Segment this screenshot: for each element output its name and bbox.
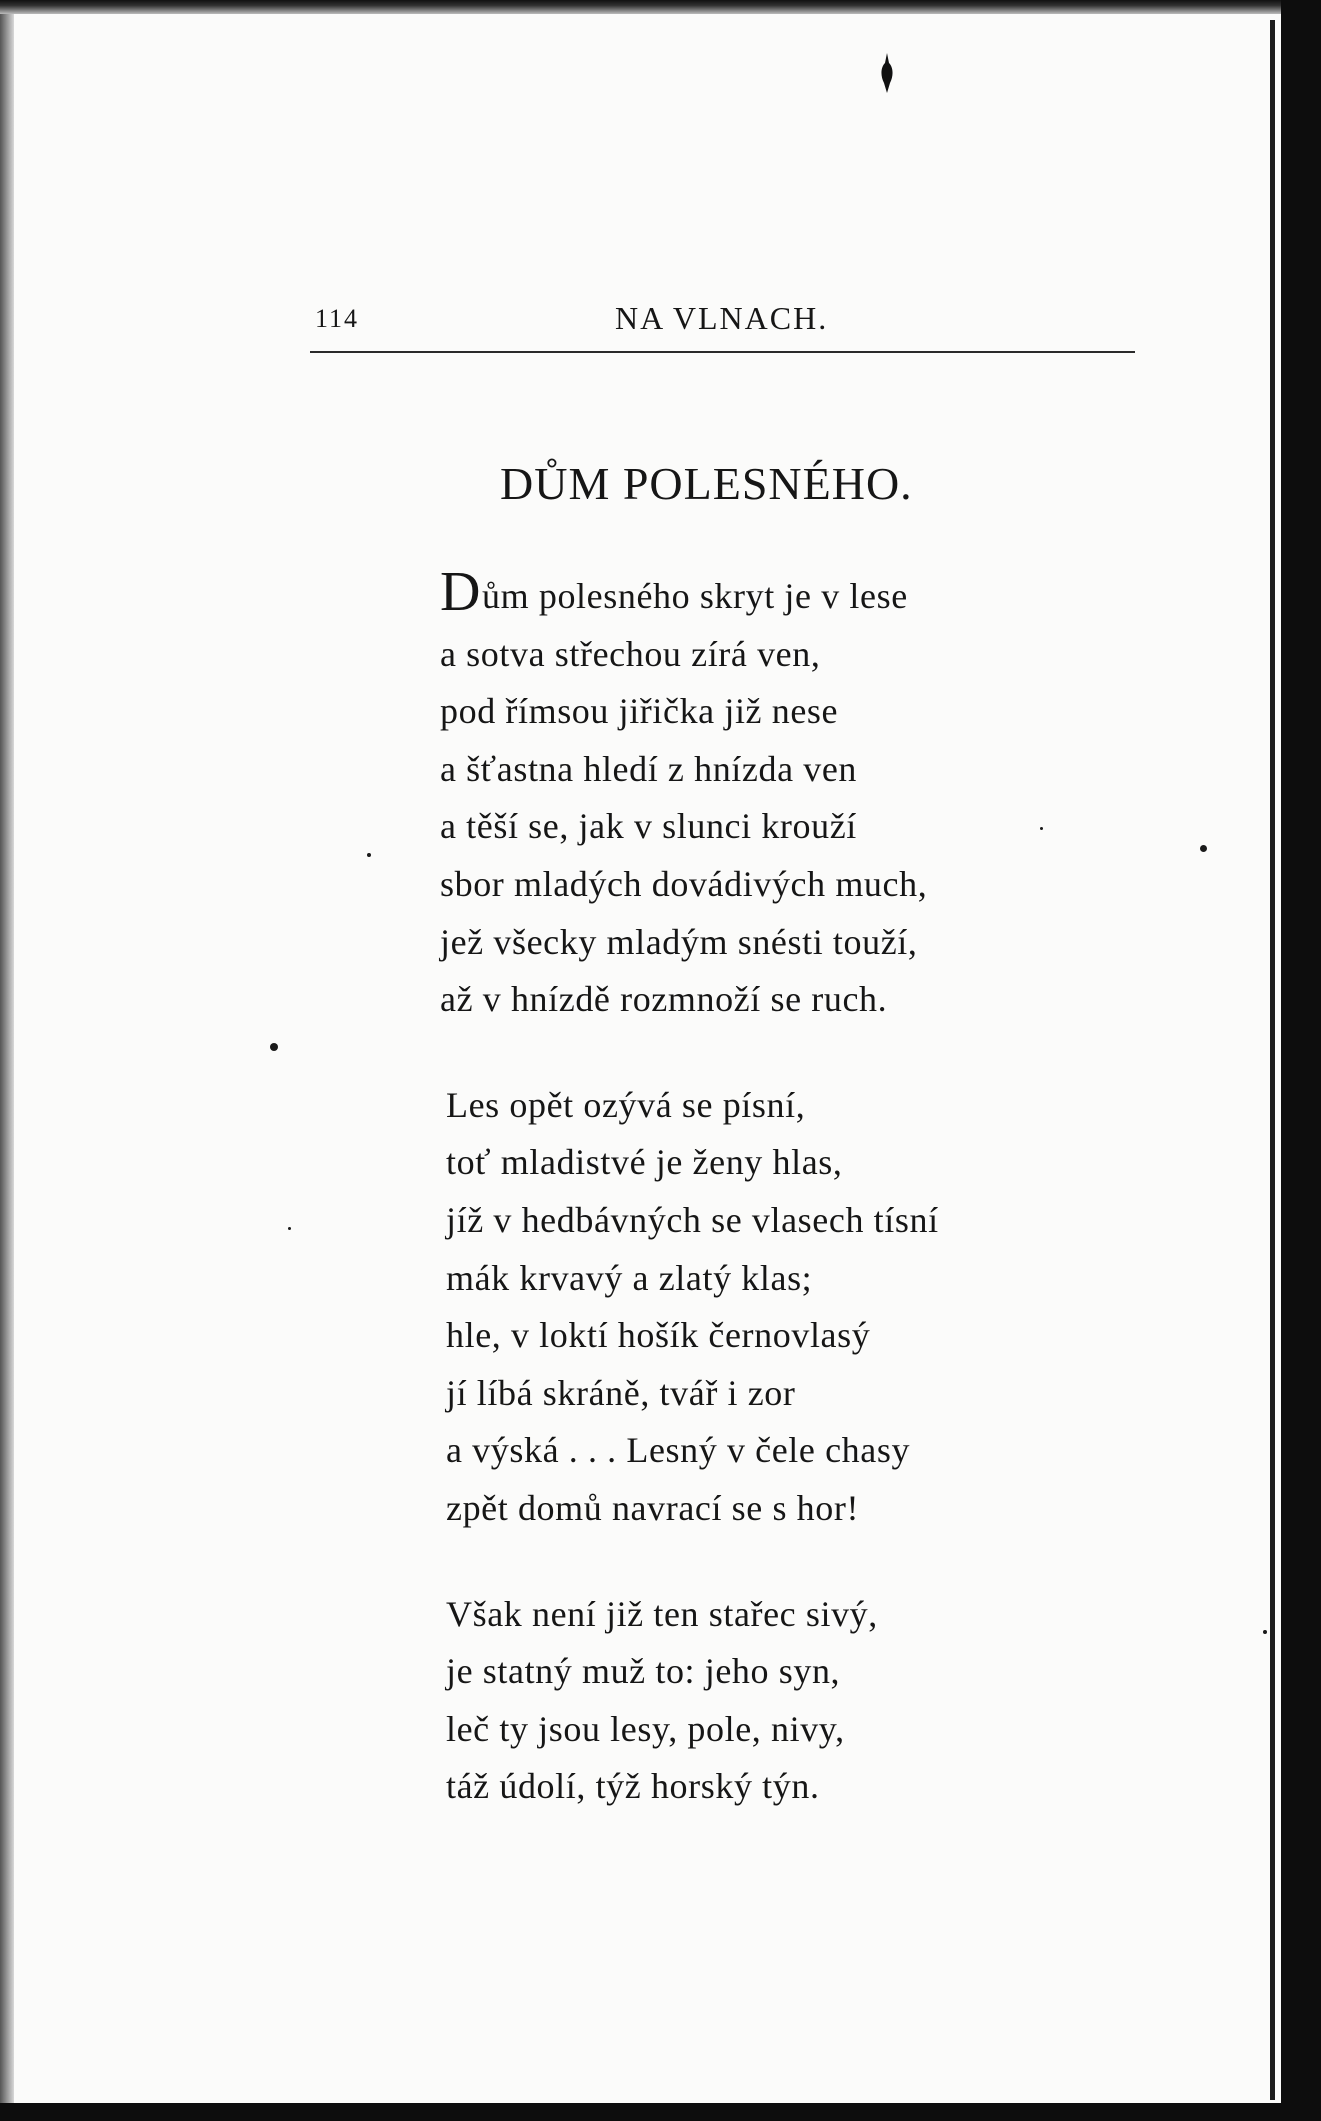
verse-line: jí líbá skráně, tvář i zor bbox=[446, 1372, 796, 1413]
scan-edge-left bbox=[0, 0, 14, 2121]
verse-line: a šťastna hledí z hnízda ven bbox=[440, 748, 858, 789]
verse-line: a těší se, jak v slunci krouží bbox=[440, 806, 857, 847]
stanza bbox=[440, 1077, 1060, 1538]
page-number: 114 bbox=[315, 304, 360, 333]
verse-line: jíž v hedbávných se vlasech tísní bbox=[446, 1199, 939, 1240]
verse-line: jež všecky mladým snésti touží, bbox=[440, 921, 918, 962]
stanza bbox=[440, 1586, 1060, 1816]
verse-line: zpět domů navrací se s hor! bbox=[446, 1487, 860, 1528]
verse-line: táž údolí, týž horský týn. bbox=[446, 1766, 820, 1807]
verse-line: leč ty jsou lesy, pole, nivy, bbox=[446, 1708, 845, 1749]
verse-line: a výská . . . Lesný v čele chasy bbox=[446, 1430, 911, 1471]
verse-line: sbor mladých dovádivých much, bbox=[440, 863, 928, 904]
verse-line-text: ům polesného skryt je v lese bbox=[482, 576, 908, 616]
verse-line: pod římsou jiřička již nese bbox=[440, 691, 839, 732]
dust-speck bbox=[270, 1043, 278, 1051]
verse-line: hle, v loktí hošík černovlasý bbox=[446, 1315, 871, 1356]
poem-title: DŮM POLESNÉHO. bbox=[500, 458, 913, 509]
scan-edge-line bbox=[1270, 20, 1275, 2100]
dust-speck bbox=[1263, 1630, 1267, 1634]
ink-blot-icon bbox=[880, 53, 894, 93]
verse-line: je statný muž to: jeho syn, bbox=[446, 1651, 841, 1692]
running-head: NA VLNACH. bbox=[615, 300, 829, 336]
header-rule bbox=[310, 351, 1135, 353]
scan-edge-top bbox=[0, 0, 1285, 14]
dust-speck bbox=[288, 1227, 291, 1230]
verse-line bbox=[440, 561, 1060, 626]
verse-line: až v hnízdě rozmnoží se ruch. bbox=[440, 979, 888, 1020]
dust-speck bbox=[367, 853, 371, 857]
page-header bbox=[310, 300, 1135, 350]
scan-edge-bottom bbox=[0, 2103, 1321, 2121]
verse-line: Však není již ten stařec sivý, bbox=[446, 1593, 878, 1634]
drop-cap: D bbox=[440, 561, 482, 623]
dust-speck bbox=[1200, 845, 1207, 852]
stanza bbox=[440, 561, 1060, 1029]
verse-line: Les opět ozývá se písní, bbox=[446, 1084, 806, 1125]
verse-line: toť mladistvé je ženy hlas, bbox=[446, 1142, 843, 1183]
verse-line: a sotva střechou zírá ven, bbox=[440, 633, 821, 674]
poem-body bbox=[440, 561, 1060, 1864]
verse-line: mák krvavý a zlatý klas; bbox=[446, 1257, 813, 1298]
scan-edge-right bbox=[1281, 0, 1321, 2121]
